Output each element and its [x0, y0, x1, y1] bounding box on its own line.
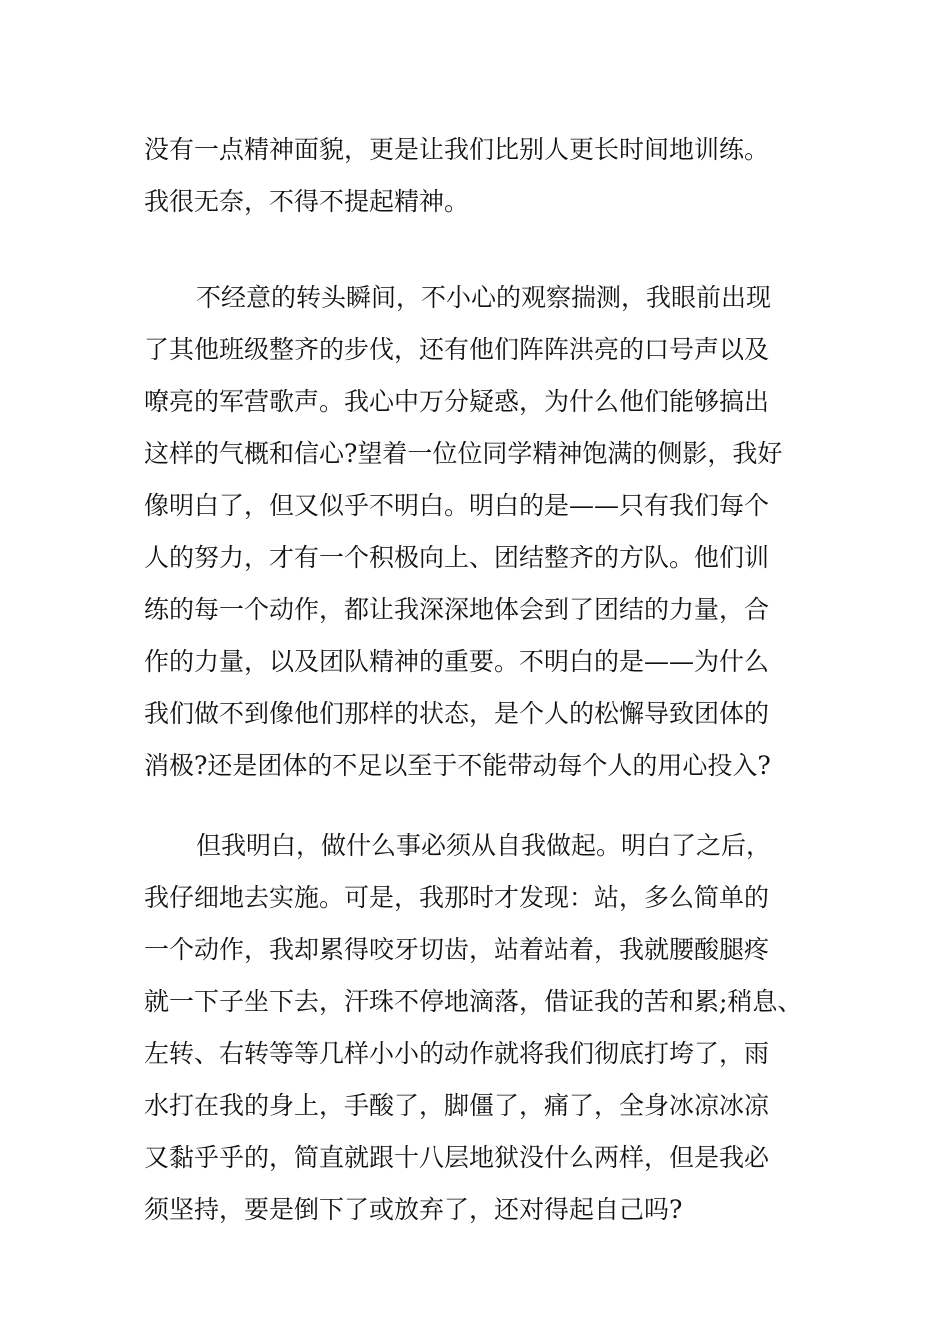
paragraph-2 — [144, 272, 844, 792]
text-line: 没有一点精神面貌，更是让我们比别人更长时间地训练。 — [144, 135, 770, 164]
text-line: 这样的气概和信心?望着一位位同学精神饱满的侧影，我好 — [144, 439, 783, 468]
text-line: 一个动作，我却累得咬牙切齿，站着站着，我就腰酸腿疼 — [144, 935, 770, 964]
text-line: 像明白了，但又似乎不明白。明白的是——只有我们每个 — [144, 491, 770, 520]
text-line: 我仔细地去实施。可是，我那时才发现：站，多么简单的 — [144, 883, 770, 912]
text-line: 消极?还是团体的不足以至于不能带动每个人的用心投入? — [144, 751, 771, 780]
text-line: 嘹亮的军营歌声。我心中万分疑惑，为什么他们能够搞出 — [144, 387, 770, 416]
text-line: 须坚持，要是倒下了或放弃了，还对得起自己吗? — [144, 1195, 683, 1224]
text-line: 练的每一个动作，都让我深深地体会到了团结的力量，合 — [144, 595, 770, 624]
text-line: 就一下子坐下去，汗珠不停地滴落，借证我的苦和累;稍息、 — [144, 987, 803, 1016]
text-line: 我们做不到像他们那样的状态，是个人的松懈导致团体的 — [144, 699, 770, 728]
text-line: 作的力量，以及团队精神的重要。不明白的是——为什么 — [144, 647, 770, 676]
text-line: 我很无奈，不得不提起精神。 — [144, 187, 470, 216]
paragraph-3 — [144, 820, 844, 1236]
paragraph-1 — [144, 124, 844, 228]
text-line: 水打在我的身上，手酸了，脚僵了，痛了，全身冰凉冰凉 — [144, 1091, 770, 1120]
text-line: 人的努力，才有一个积极向上、团结整齐的方队。他们训 — [144, 543, 770, 572]
text-line: 了其他班级整齐的步伐，还有他们阵阵洪亮的口号声以及 — [144, 335, 770, 364]
text-line: 左转、右转等等几样小小的动作就将我们彻底打垮了，雨 — [144, 1039, 770, 1068]
text-line: 又黏乎乎的，简直就跟十八层地狱没什么两样，但是我必 — [144, 1143, 770, 1172]
text-line: 但我明白，做什么事必须从自我做起。明白了之后， — [196, 831, 772, 860]
text-line: 不经意的转头瞬间，不小心的观察揣测，我眼前出现 — [196, 283, 772, 312]
